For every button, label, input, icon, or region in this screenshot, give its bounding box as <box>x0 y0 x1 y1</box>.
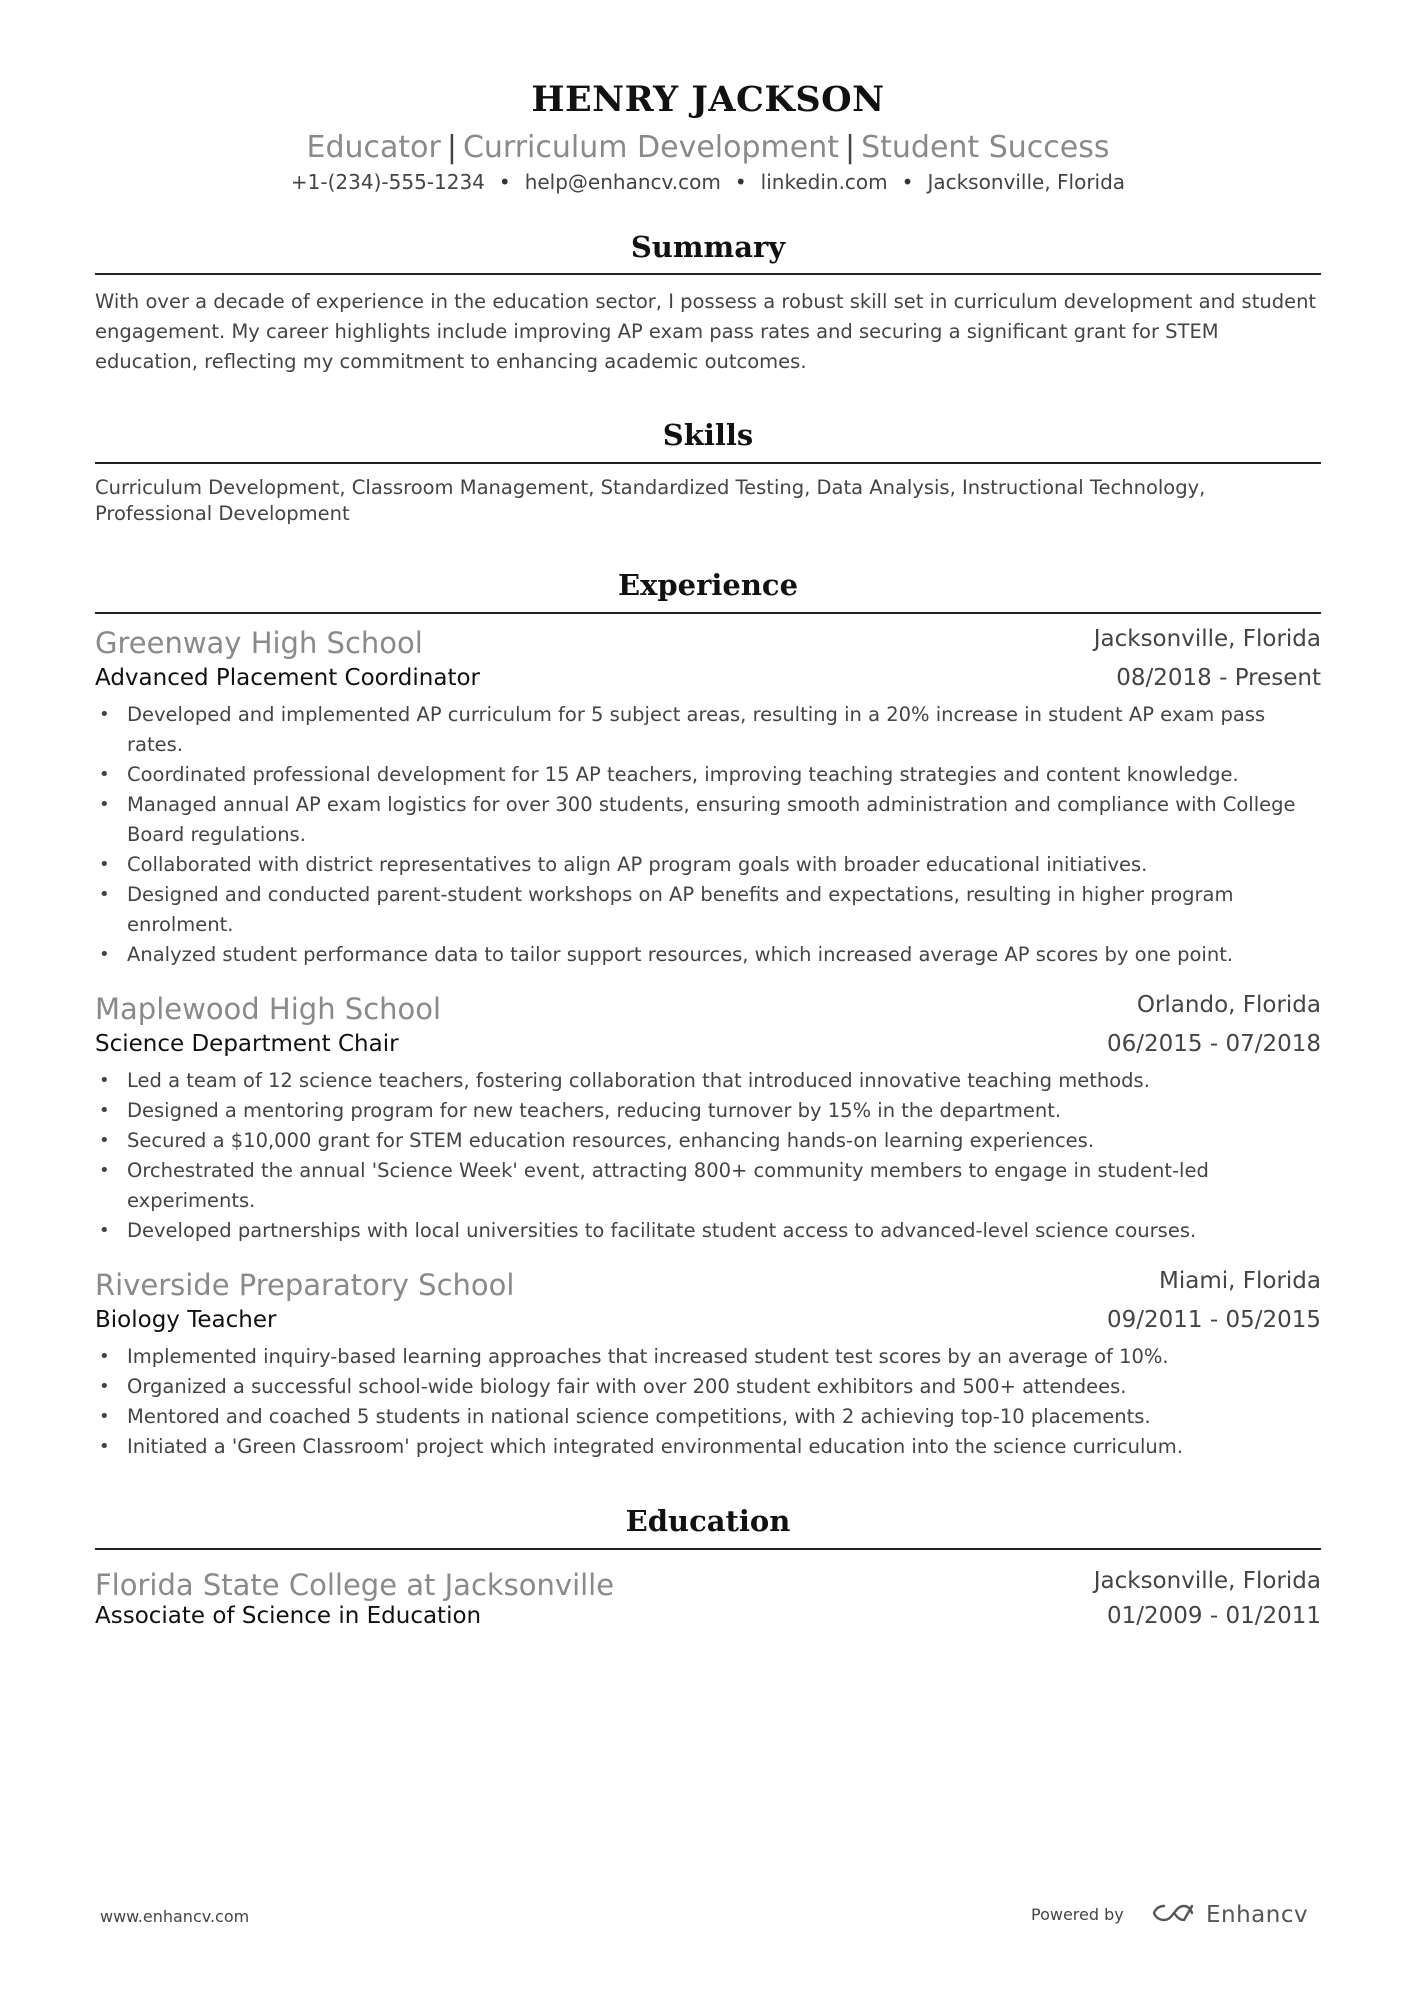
location: Jacksonville, Florida <box>927 170 1126 194</box>
list-item: • Initiated a 'Green Classroom' project which integrated environmental education into the science curriculum. <box>95 1432 1321 1462</box>
job-bullets <box>95 1066 1321 1246</box>
job-title: Science Department Chair <box>95 1031 399 1057</box>
candidate-name: HENRY JACKSON <box>531 79 885 120</box>
phone[interactable]: +1-(234)-555-1234 <box>290 170 485 194</box>
contact-info <box>95 172 1321 192</box>
list-item: • Led a team of 12 science teachers, fostering collaboration that introduced innovative teaching methods. <box>95 1066 1321 1096</box>
skills-heading: Skills <box>662 418 754 452</box>
brand-name: Enhancv <box>1206 1901 1309 1928</box>
list-item: • Designed a mentoring program for new teachers, reducing turnover by 15% in the department. <box>95 1096 1321 1126</box>
list-item: • Designed and conducted parent-student workshops on AP benefits and expectations, resulting in higher program enrolment. <box>95 880 1321 940</box>
list-item: • Implemented inquiry-based learning approaches that increased student test scores by an average of 10%. <box>95 1342 1321 1372</box>
powered-by-label: Powered by <box>1031 1905 1124 1924</box>
headline-item: Educator <box>306 130 441 165</box>
brand-logo[interactable] <box>1150 1900 1308 1930</box>
footer-url[interactable]: www.enhancv.com <box>100 1907 250 1926</box>
summary-divider <box>95 273 1321 275</box>
list-item: • Mentored and coached 5 students in national science competitions, with 2 achieving top-10 placements. <box>95 1402 1321 1432</box>
contact-separator: • <box>498 170 511 194</box>
employer-name: Greenway High School <box>95 626 423 660</box>
experience-heading: Experience <box>617 568 799 602</box>
employer-name: Riverside Preparatory School <box>95 1268 515 1302</box>
job-title: Biology Teacher <box>95 1307 277 1333</box>
job-dates: 08/2018 - Present <box>1116 665 1321 691</box>
summary-text: With over a decade of experience in the education sector, I possess a robust skill set in curriculum development and student engagement. My career highlights include improving AP exam pass rates and securing a significant grant for STEM education, reflecting my commitment to enhancing academic outcomes. <box>95 290 1317 373</box>
job-bullets <box>95 700 1321 970</box>
list-item: • Coordinated professional development for 15 AP teachers, improving teaching strategies and content knowledge. <box>95 760 1321 790</box>
job-bullets <box>95 1342 1321 1462</box>
employer-location: Orlando, Florida <box>1136 992 1321 1018</box>
job-dates: 06/2015 - 07/2018 <box>1106 1031 1321 1057</box>
degree: Associate of Science in Education <box>95 1603 482 1629</box>
list-item: • Collaborated with district representatives to align AP program goals with broader educational initiatives. <box>95 850 1321 880</box>
contact-separator: • <box>734 170 747 194</box>
list-item: • Organized a successful school-wide biology fair with over 200 student exhibitors and 500+ attendees. <box>95 1372 1321 1402</box>
employer-location: Miami, Florida <box>1159 1268 1321 1294</box>
headline-separator: | <box>844 130 856 165</box>
education-divider <box>95 1548 1321 1550</box>
education-heading: Education <box>625 1504 791 1538</box>
job-dates: 09/2011 - 05/2015 <box>1106 1307 1321 1333</box>
enhancv-logo-icon <box>1150 1901 1196 1929</box>
skills-divider <box>95 462 1321 464</box>
headline-separator: | <box>446 130 457 165</box>
list-item: • Developed and implemented AP curriculum for 5 subject areas, resulting in a 20% increase in student AP exam pass rates. <box>95 700 1321 760</box>
school-name: Florida State College at Jacksonville <box>95 1568 615 1602</box>
list-item: • Managed annual AP exam logistics for over 300 students, ensuring smooth administration and compliance with College Board regulations. <box>95 790 1321 850</box>
summary-heading: Summary <box>630 230 786 264</box>
headline-item: Curriculum Development <box>462 130 839 165</box>
skills-text: Curriculum Development, Classroom Management, Standardized Testing, Data Analysis, Instructional Technology, Professional Development <box>95 476 1206 525</box>
headline <box>95 130 1321 165</box>
list-item: • Orchestrated the annual 'Science Week' event, attracting 800+ community members to engage in student-led experiments. <box>95 1156 1321 1216</box>
experience-divider <box>95 612 1321 614</box>
contact-separator: • <box>901 170 914 194</box>
list-item: • Secured a $10,000 grant for STEM education resources, enhancing hands-on learning experiences. <box>95 1126 1321 1156</box>
list-item: • Developed partnerships with local universities to facilitate student access to advanced-level science courses. <box>95 1216 1321 1246</box>
headline-item: Student Success <box>861 130 1110 165</box>
email-link[interactable]: help@enhancv.com <box>524 170 721 194</box>
employer-location: Jacksonville, Florida <box>1093 626 1321 652</box>
linkedin-link[interactable]: linkedin.com <box>760 170 888 194</box>
school-location: Jacksonville, Florida <box>1093 1568 1321 1594</box>
employer-name: Maplewood High School <box>95 992 442 1026</box>
education-dates: 01/2009 - 01/2011 <box>1106 1603 1321 1629</box>
job-title: Advanced Placement Coordinator <box>95 665 480 691</box>
list-item: • Analyzed student performance data to tailor support resources, which increased average AP scores by one point. <box>95 940 1321 970</box>
